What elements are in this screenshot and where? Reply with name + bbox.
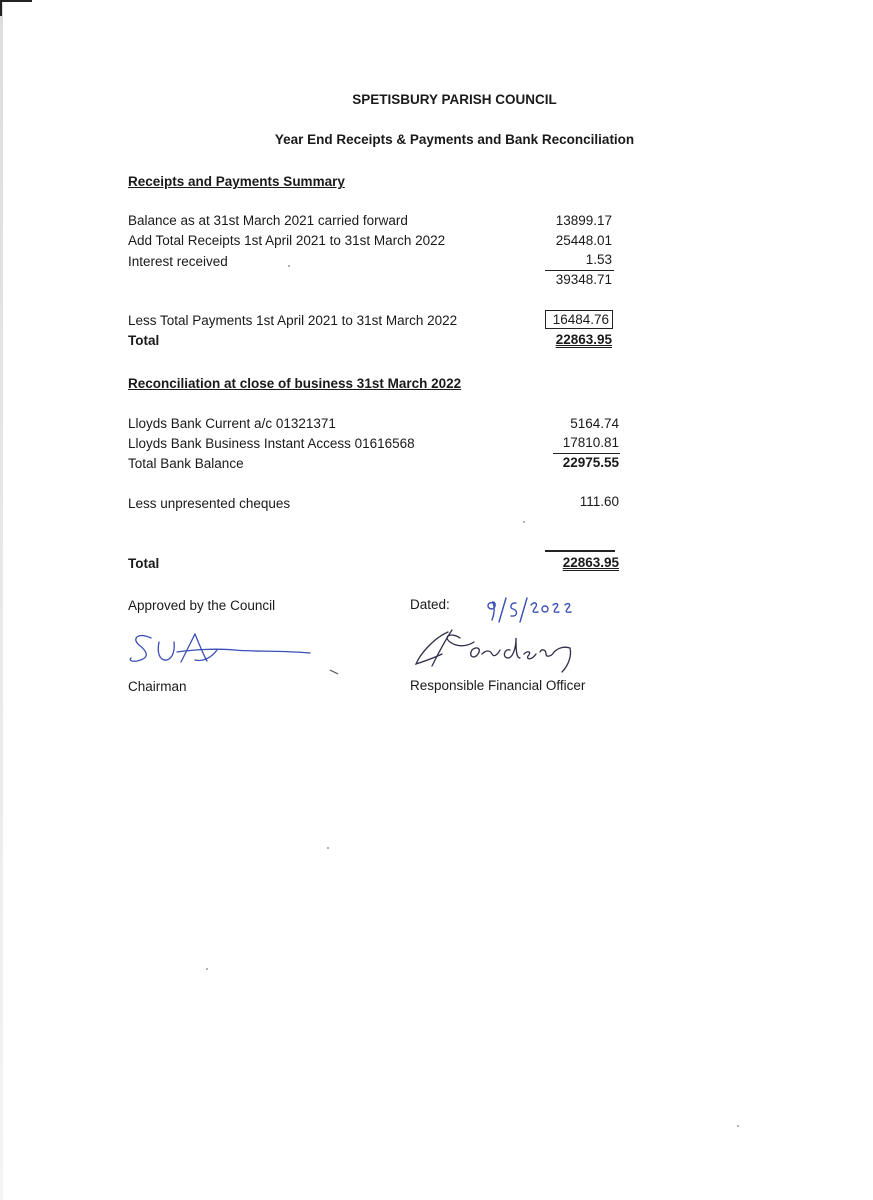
bank-balance-value: 22975.55 (562, 455, 619, 470)
subtotal-rule (545, 270, 614, 271)
scan-speck (288, 265, 290, 267)
reconciliation-total-value: 22863.95 (562, 555, 619, 570)
summary-heading: Receipts and Payments Summary (128, 174, 345, 189)
dated-label: Dated: (410, 597, 450, 612)
page-edge (0, 0, 3, 1200)
reconciliation-total-label: Total (128, 556, 160, 571)
scan-speck (737, 1125, 739, 1127)
balance-forward-value: 13899.17 (555, 213, 612, 228)
council-name: SPETISBURY PARISH COUNCIL (352, 92, 557, 107)
instant-access-value: 17810.81 (562, 435, 619, 450)
subtotal-value: 39348.71 (555, 272, 612, 287)
summary-total-label: Total (128, 333, 160, 348)
total-rule (545, 550, 615, 552)
document-title: Year End Receipts & Payments and Bank Reconciliation (274, 132, 635, 147)
payments-value-box: 16484.76 (545, 310, 613, 329)
scan-speck (327, 847, 329, 849)
unpresented-value: 111.60 (579, 494, 619, 509)
approved-label: Approved by the Council (128, 598, 276, 613)
current-account-value: 5164.74 (570, 416, 619, 431)
chairman-label: Chairman (128, 679, 187, 694)
interest-value: 1.53 (585, 252, 612, 267)
unpresented-label: Less unpresented cheques (128, 496, 291, 511)
reconciliation-heading: Reconciliation at close of business 31st March 2022 (128, 376, 462, 391)
rfo-label: Responsible Financial Officer (410, 678, 586, 693)
interest-label: Interest received (128, 254, 228, 269)
handwritten-date (484, 596, 584, 626)
scan-corner-mark (0, 0, 32, 16)
chairman-signature (125, 628, 345, 678)
summary-total-value: 22863.95 (555, 332, 612, 347)
current-account-label: Lloyds Bank Current a/c 01321371 (128, 416, 336, 431)
instant-access-label: Lloyds Bank Business Instant Access 01616568 (128, 436, 415, 451)
bank-balance-label: Total Bank Balance (128, 456, 244, 471)
scan-speck (206, 968, 208, 970)
payments-label: Less Total Payments 1st April 2021 to 31st March 2022 (128, 313, 458, 328)
balance-forward-label: Balance as at 31st March 2021 carried forward (128, 213, 408, 228)
scan-speck (523, 521, 525, 523)
receipts-label: Add Total Receipts 1st April 2021 to 31st March 2022 (128, 233, 446, 248)
receipts-value: 25448.01 (555, 233, 612, 248)
rfo-signature (412, 624, 582, 674)
bank-balance-rule (553, 453, 620, 454)
